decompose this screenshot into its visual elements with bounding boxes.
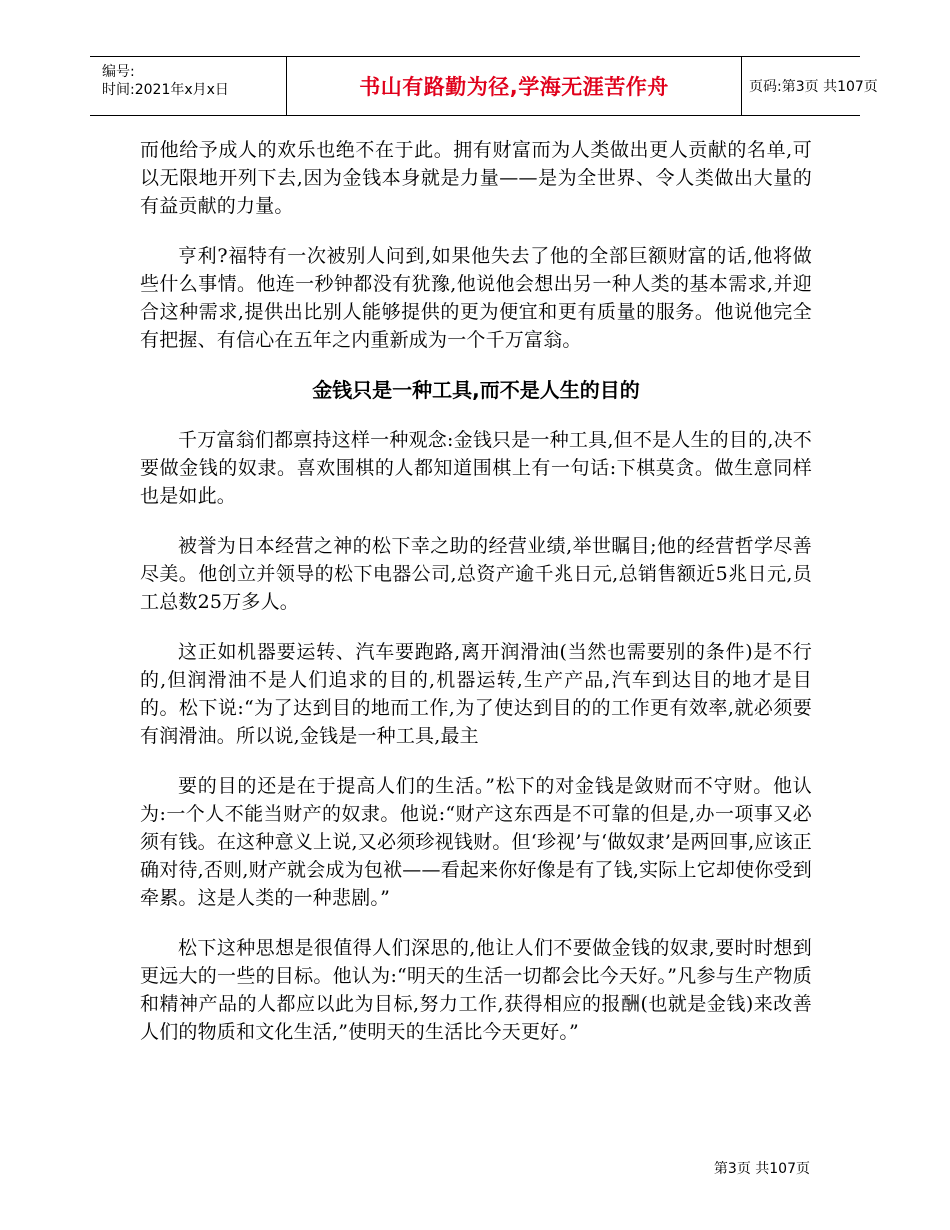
paragraph-4: 被誉为日本经营之神的松下幸之助的经营业绩,举世瞩目;他的经营哲学尽善尽美。他创立并领导的松下电器公司,总资产逾千兆日元,总销售额近5兆日元,员工总数25万多人。 (140, 535, 812, 613)
section-heading: 金钱只是一种工具,而不是人生的目的 (312, 378, 640, 402)
header-number-label: 编号: (102, 64, 135, 80)
paragraph-6: 要的目的还是在于提高人们的生活。”松下的对金钱是敛财而不守财。他认为:一个人不能当财产的奴隶。他说:“财产这东西是不可靠的但是,办一项事又必须有钱。在这种意义上说,又必须珍视钱财。但‘珍视’与‘做奴隶’是两回事,应该正确对待,否则,财产就会成为包袱——看起来你好像是有了钱,实际上它却使你受到牵累。这是人类的一种悲剧。” (140, 775, 812, 909)
paragraph-1: 而他给予成人的欢乐也绝不在于此。拥有财富而为人类做出更人贡献的名单,可以无限地开列下去,因为金钱本身就是力量——是为全世界、令人类做出大量的有益贡献的力量。 (140, 139, 812, 217)
paragraph-5: 这正如机器要运转、汽车要跑路,离开润滑油(当然也需要别的条件)是不行的,但润滑油不是人们追求的目的,机器运转,生产产品,汽车到达目的地才是目的。松下说:“为了达到目的地而工作,为了使达到目的的工作更有效率,就必须要有润滑油。所以说,金钱是一种工具,最主 (140, 641, 812, 747)
header-meta (90, 57, 286, 115)
paragraph-7: 松下这种思想是很值得人们深思的,他让人们不要做金钱的奴隶,要时时想到更远大的一些的目标。他认为:“明天的生活一切都会比今天好。”凡参与生产物质和精神产品的人都应以此为目标,努力工作,获得相应的报酬(也就是金钱)来改善人们的物质和文化生活,”使明天的生活比今天更好。” (140, 937, 812, 1043)
header-motto: 书山有路勤为径,学海无涯苦作舟 (286, 57, 742, 115)
paragraph-3: 千万富翁们都禀持这样一种观念:金钱只是一种工具,但不是人生的目的,决不要做金钱的奴隶。喜欢围棋的人都知道围棋上有一句话:下棋莫贪。做生意同样也是如此。 (140, 429, 812, 507)
header-date-label: 时间:2021年x月x日 (102, 82, 229, 98)
header-page-info: 页码:第3页 共107页 (749, 79, 878, 95)
page-header (90, 56, 878, 116)
page-footer: 第3页 共107页 (713, 1161, 810, 1177)
paragraph-2: 亨利?福特有一次被别人问到,如果他失去了他的全部巨额财富的话,他将做些什么事情。他连一秒钟都没有犹豫,他说他会想出另一种人类的基本需求,并迎合这种需求,提供出比别人能够提供的更为便宜和更有质量的服务。他说他完全有把握、有信心在五年之内重新成为一个千万富翁。 (140, 245, 812, 351)
document-body (140, 136, 812, 1068)
